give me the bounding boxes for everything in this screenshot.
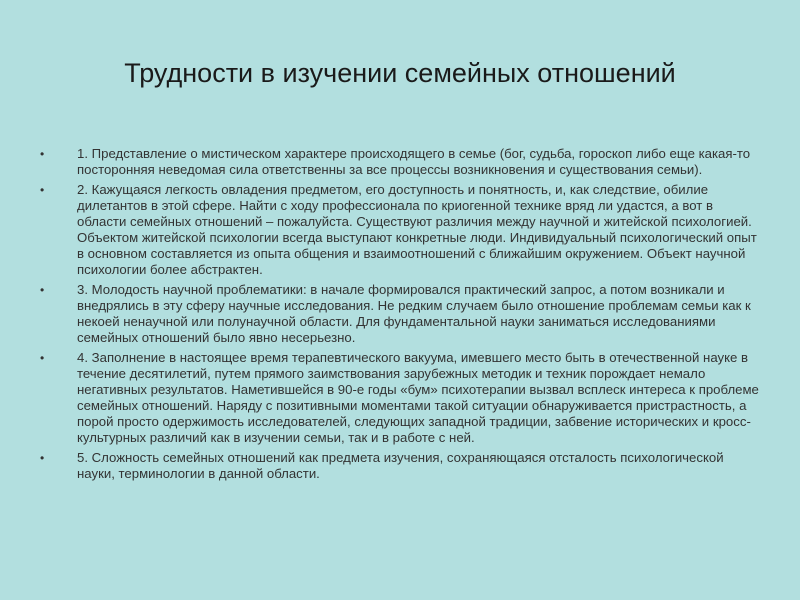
bullet-icon: •: [40, 351, 45, 365]
list-item: [38, 182, 760, 278]
slide-title: Трудности в изучении семейных отношений: [124, 58, 676, 88]
bullet-icon: •: [40, 183, 45, 197]
bullet-list: [38, 146, 760, 486]
bullet-icon: •: [40, 147, 45, 161]
list-item-text: 4. Заполнение в настоящее время терапевтического вакуума, имевшего место быть в отечественной науке в течение десятилетий, путем прямого заимствования зарубежных методик и техник порождает немало негативных результатов. Наметившейся в 90-е годы «бум» психотерапии вызвал всплеск интереса к проблеме семейных отношений. Наряду с позитивными моментами такой ситуации обнаруживается пристрастность, а порой просто одержимость исследователей, следующих западной традиции, забвение исторических и кросс-культурных различий как в изучении семьи, так и в работе с ней.: [77, 350, 759, 445]
bullet-icon: •: [40, 451, 45, 465]
list-item-text: 3. Молодость научной проблематики: в начале формировался практический запрос, а потом возникали и внедрялись в эту сферу научные исследования. Не редким случаем было отношение проблемам семьи как к некоей ненаучной или полунаучной области. Для фундаментальной науки заниматься исследованиями семейных отношений было явно несерьезно.: [77, 282, 751, 345]
list-item: [38, 282, 760, 346]
list-item-text: 1. Представление о мистическом характере происходящего в семье (бог, судьба, гороскоп либо еще какая-то посторонняя неведомая сила ответственны за все процессы возникновения и существования семьи).: [77, 146, 751, 177]
list-item: [38, 146, 760, 178]
bullet-icon: •: [40, 283, 45, 297]
list-item: [38, 450, 760, 482]
list-item: [38, 350, 760, 446]
list-item-text: 5. Сложность семейных отношений как предмета изучения, сохраняющаяся отсталость психологической науки, терминологии в данной области.: [77, 450, 724, 481]
list-item-text: 2. Кажущаяся легкость овладения предметом, его доступность и понятность, и, как следствие, обилие дилетантов в этой сфере. Найти с ходу профессионала по криогенной технике вряд ли удастся, а вот в области семейных отношений – пожалуйста. Существуют различия между научной и житейской психологией. Объектом житейской психологии всегда выступают конкретные люди. Индивидуальный психологический опыт в основном составляется из опыта общения и взаимоотношений с ближайшим окружением. Объект научной психологии более абстрактен.: [77, 182, 757, 277]
